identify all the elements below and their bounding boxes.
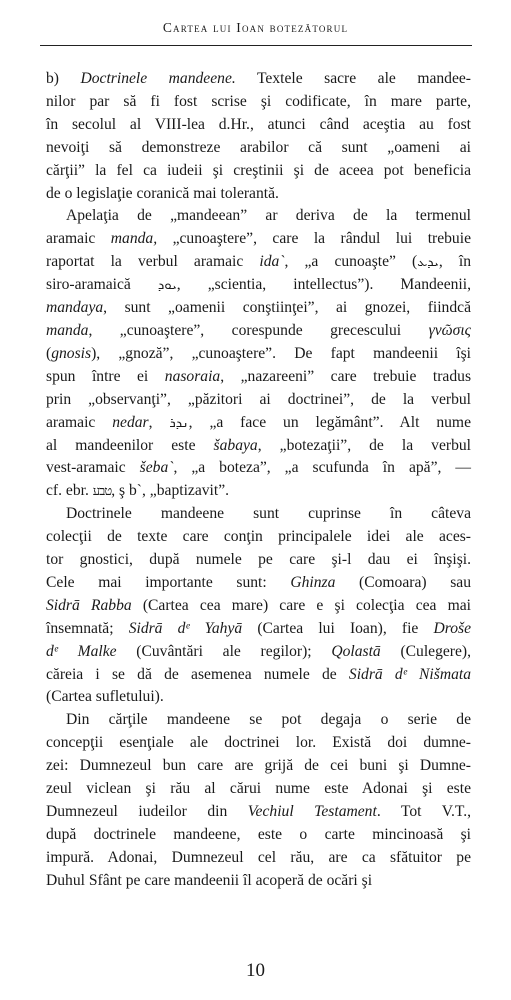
italic-term: Droše [433, 619, 471, 637]
italic-term: dᵉ Yahyā [177, 619, 243, 637]
script-glyph: ܢܕܪ [169, 414, 189, 430]
italic-term: Sidrā dᵉ Nišmata [348, 665, 472, 683]
text-line: nevoiţi să demonstreze arabilor că sunt „oameni ai [46, 138, 471, 156]
text-line: tor gnostici, după numele pe care şi-l dau ei înşişi. [46, 551, 471, 569]
text-line: mandaya, sunt „oamenii conştiinţei”, ai gnozei, fiindcă [46, 299, 471, 317]
italic-term: manda, [110, 230, 158, 248]
text-line: vest-aramaic šeba`, „a boteza”, „a scufunda în apă”, — [46, 459, 471, 477]
text-line: Sidrā Rabba (Cartea cea mare) care e şi colecţia cea mai [46, 596, 472, 614]
text-line: Duhul Sfânt pe care mandeenii îl acoperă de ocări şi [46, 871, 373, 889]
italic-term: Sidrā [128, 619, 163, 637]
script-glyph: ܝܕܥ [417, 254, 439, 270]
text-line: după doctrinele mandeene, este o carte mincinoasă şi [46, 825, 471, 843]
text-line: (gnosis), „gnoză”, „cunoaştere”. De fapt mandeenii îşi [46, 344, 471, 362]
italic-term: nedar [112, 413, 149, 431]
text-line: manda, „cunoaştere”, corespunde grecescului γνῶσις [46, 321, 471, 339]
text-line: zei: Dumnezeul bun care are grijă de cei buni şi Dumne- [46, 757, 471, 775]
script-glyph: ܝܘܕ [157, 277, 177, 293]
italic-term: šabaya [213, 436, 258, 454]
paragraph [46, 709, 471, 892]
italic-term: nasoraia [164, 367, 221, 385]
text-line: prin „observanţi”, „păzitori ai doctrinei”, de la verbul [46, 390, 471, 408]
text-line: Apelaţia de „mandeean” ar deriva de la termenul [66, 207, 471, 225]
italic-term: gnosis [51, 344, 92, 362]
italic-term: γνῶσις [428, 321, 471, 339]
text-line: cărţii” la fel ca iudeii şi creştinii şi de aceea pot beneficia [46, 161, 471, 179]
page-body [46, 68, 471, 893]
text-line: siro-aramaică ܝܘܕ, „scientia, intellectus”). Mandeenii, [46, 276, 471, 294]
italic-term: Ghinza [290, 573, 336, 591]
text-line: impură. Adonai, Dumnezeul cel rău, are ca sfătuitor pe [46, 848, 471, 866]
italic-term: manda [46, 321, 89, 339]
text-line: de o legislaţie coranică mai tolerantă. [46, 184, 279, 202]
italic-term: Doctrinele mandeene. [80, 70, 236, 87]
text-line: raportat la verbul aramaic ida`, „a cunoaşte” (ܝܕܥ, în [46, 253, 471, 271]
page-number: 10 [246, 960, 265, 981]
italic-term: šeba` [139, 459, 174, 477]
running-title: Cartea lui Ioan botezătorul [162, 20, 349, 35]
paragraph [46, 68, 471, 205]
italic-term: ida` [259, 253, 285, 271]
text-line: colecţii de texte care conţin principalele idei ale aces- [46, 528, 471, 546]
text-line: (Cartea sufletului). [46, 688, 164, 706]
text-line: b) Doctrinele mandeene. Textele sacre ale mandee- [46, 70, 471, 87]
text-line: căreia i se dă de asemenea numele de Sidrā dᵉ Nišmata [46, 665, 472, 683]
text-line: Dumnezeul iudeilor din Vechiul Testament. Tot V.T., [46, 803, 472, 820]
text-line: Din cărţile mandeene se pot degaja o serie de [66, 711, 471, 729]
text-line: nilor par să fi fost scrise şi codificate, în mare parte, [46, 92, 471, 110]
script-glyph: טבע [92, 483, 112, 499]
italic-term: Sidrā Rabba [46, 596, 132, 614]
paragraph [46, 503, 471, 709]
text-line: aramaic manda, „cunoaştere”, care la rândul lui trebuie [46, 230, 471, 248]
text-line: al mandeenilor este šabaya, „botezaţii”, de la verbul [46, 436, 471, 454]
italic-term: dᵉ Malke [46, 642, 117, 660]
text-line: zeul viclean şi rău al cărui nume este Adonai şi este [46, 780, 471, 798]
text-line: aramaic nedar, ܢܕܪ, „a face un legământ”. Alt nume [46, 413, 471, 431]
text-line: cf. ebr. טבע, ş b`, „baptizavit”. [46, 482, 230, 500]
text-line: însemnată; Sidrā dᵉ Yahyā (Cartea lui Ioan), fie Droše [46, 619, 471, 637]
text-line: dᵉ Malke (Cuvântări ale regilor); Qolastā (Culegere), [46, 642, 472, 660]
text-line: în secolul al VIII-lea d.Hr., atunci când aceştia au fost [46, 115, 471, 133]
paragraph [46, 205, 471, 503]
italic-term: mandaya [46, 299, 104, 317]
text-line: concepţii esenţiale ale doctrinei lor. Există doi dumne- [46, 734, 471, 752]
text-line: spun între ei nasoraia, „nazareeni” care trebuie tradus [46, 367, 472, 385]
text-line: Cele mai importante sunt: Ghinza (Comoara) sau [46, 573, 471, 591]
text-line: Doctrinele mandeene sunt cuprinse în câteva [66, 505, 471, 523]
italic-term: Vechiul Testament [247, 803, 377, 820]
italic-term: Qolastā [331, 642, 381, 660]
header-rule [40, 45, 472, 46]
